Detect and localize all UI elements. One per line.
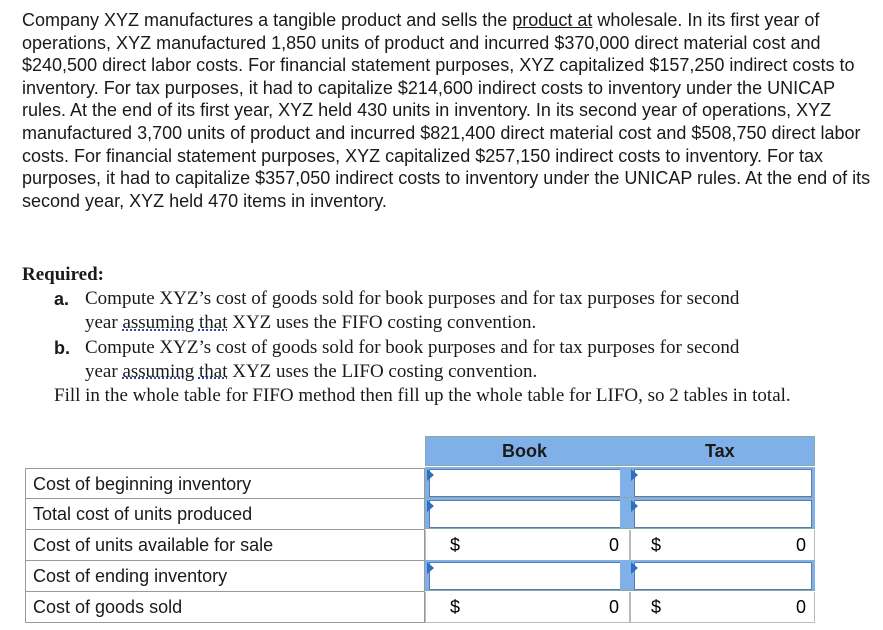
tax-value-available: 0	[795, 535, 806, 555]
problem-statement	[22, 9, 872, 212]
book-value-cogs: 0	[608, 597, 619, 617]
book-input-ending-inventory[interactable]	[429, 562, 630, 590]
row-label-available-for-sale: Cost of units available for sale	[25, 530, 425, 561]
required-item-a-dotted: assuming that	[122, 312, 228, 334]
row-label-ending-inventory: Cost of ending inventory	[25, 561, 425, 592]
book-value-available: 0	[608, 535, 619, 555]
required-item-b-line1: Compute XYZ’s cost of goods sold for book purposes and for tax purposes for second	[85, 336, 740, 358]
tax-input-units-produced[interactable]	[634, 500, 812, 528]
problem-text-rest: wholesale. In its first year of operations, XYZ manufactured 1,850 units of product and incurred $370,000 direct material cost and $240,500 direct labor costs. For financial statement purposes, XYZ capitalized $157,250 indirect costs to inventory. For tax purposes, it had to capitalize $214,600 indirect costs to inventory under the UNICAP rules. At the end of its first year, XYZ held 430 units in inventory. In its second year of operations, XYZ manufactured 3,700 units of product and incurred $821,400 direct material cost and $508,750 direct labor costs. For financial statement purposes, XYZ capitalized $257,150 indirect costs to inventory. For tax purposes, it had to capitalize $357,050 indirect costs to inventory under the UNICAP rules. At the end of its second year, XYZ held 470 items in inventory.	[22, 10, 871, 211]
book-cell-cost-of-goods-sold	[425, 592, 630, 623]
tax-cell-available-for-sale	[630, 530, 815, 561]
required-item-a	[22, 287, 872, 335]
required-item-b-mark: b.	[54, 337, 70, 358]
required-item-b-line2-start: year	[85, 360, 123, 382]
required-item-b-dotted: assuming that	[122, 360, 228, 382]
problem-text-start: Company XYZ manufactures a tangible product and sells the	[22, 10, 513, 30]
input-flag-icon	[427, 500, 434, 512]
required-title: Required:	[22, 264, 104, 285]
required-item-a-line1: Compute XYZ’s cost of goods sold for book purposes and for tax purposes for second	[85, 288, 740, 310]
required-item-a-line2-end: XYZ uses the FIFO costing convention.	[227, 312, 537, 334]
tax-currency-available: $	[651, 535, 662, 555]
required-item-a-mark: a.	[54, 289, 70, 310]
book-currency-available: $	[450, 535, 461, 555]
tax-currency-cogs: $	[651, 597, 662, 617]
row-label-units-produced: Total cost of units produced	[25, 499, 425, 530]
input-flag-icon	[427, 469, 434, 481]
problem-underlined-text: product at	[512, 10, 593, 30]
table-header-band	[425, 436, 815, 466]
tax-input-ending-inventory[interactable]	[634, 562, 812, 590]
book-input-beginning-inventory[interactable]	[429, 469, 630, 497]
column-header-book: Book	[502, 441, 547, 461]
row-label-beginning-inventory: Cost of beginning inventory	[25, 468, 425, 499]
tax-cell-cost-of-goods-sold	[630, 592, 815, 623]
required-item-b	[22, 336, 872, 384]
row-label-cost-of-goods-sold: Cost of goods sold	[25, 592, 425, 623]
column-header-tax: Tax	[705, 441, 735, 461]
required-section	[22, 263, 872, 408]
cost-table	[25, 436, 815, 621]
input-flag-icon	[631, 562, 638, 574]
required-note: Fill in the whole table for FIFO method then fill up the whole table for LIFO, so 2 tables in total.	[54, 385, 791, 407]
input-flag-icon	[427, 562, 434, 574]
book-currency-cogs: $	[450, 597, 461, 617]
input-flag-icon	[631, 500, 638, 512]
book-cell-available-for-sale	[425, 530, 630, 561]
tax-value-cogs: 0	[795, 597, 806, 617]
book-input-units-produced[interactable]	[429, 500, 630, 528]
required-item-a-line2-start: year	[85, 312, 123, 334]
input-flag-icon	[631, 469, 638, 481]
required-item-b-line2-end: XYZ uses the LIFO costing convention.	[227, 360, 538, 382]
tax-input-beginning-inventory[interactable]	[634, 469, 812, 497]
